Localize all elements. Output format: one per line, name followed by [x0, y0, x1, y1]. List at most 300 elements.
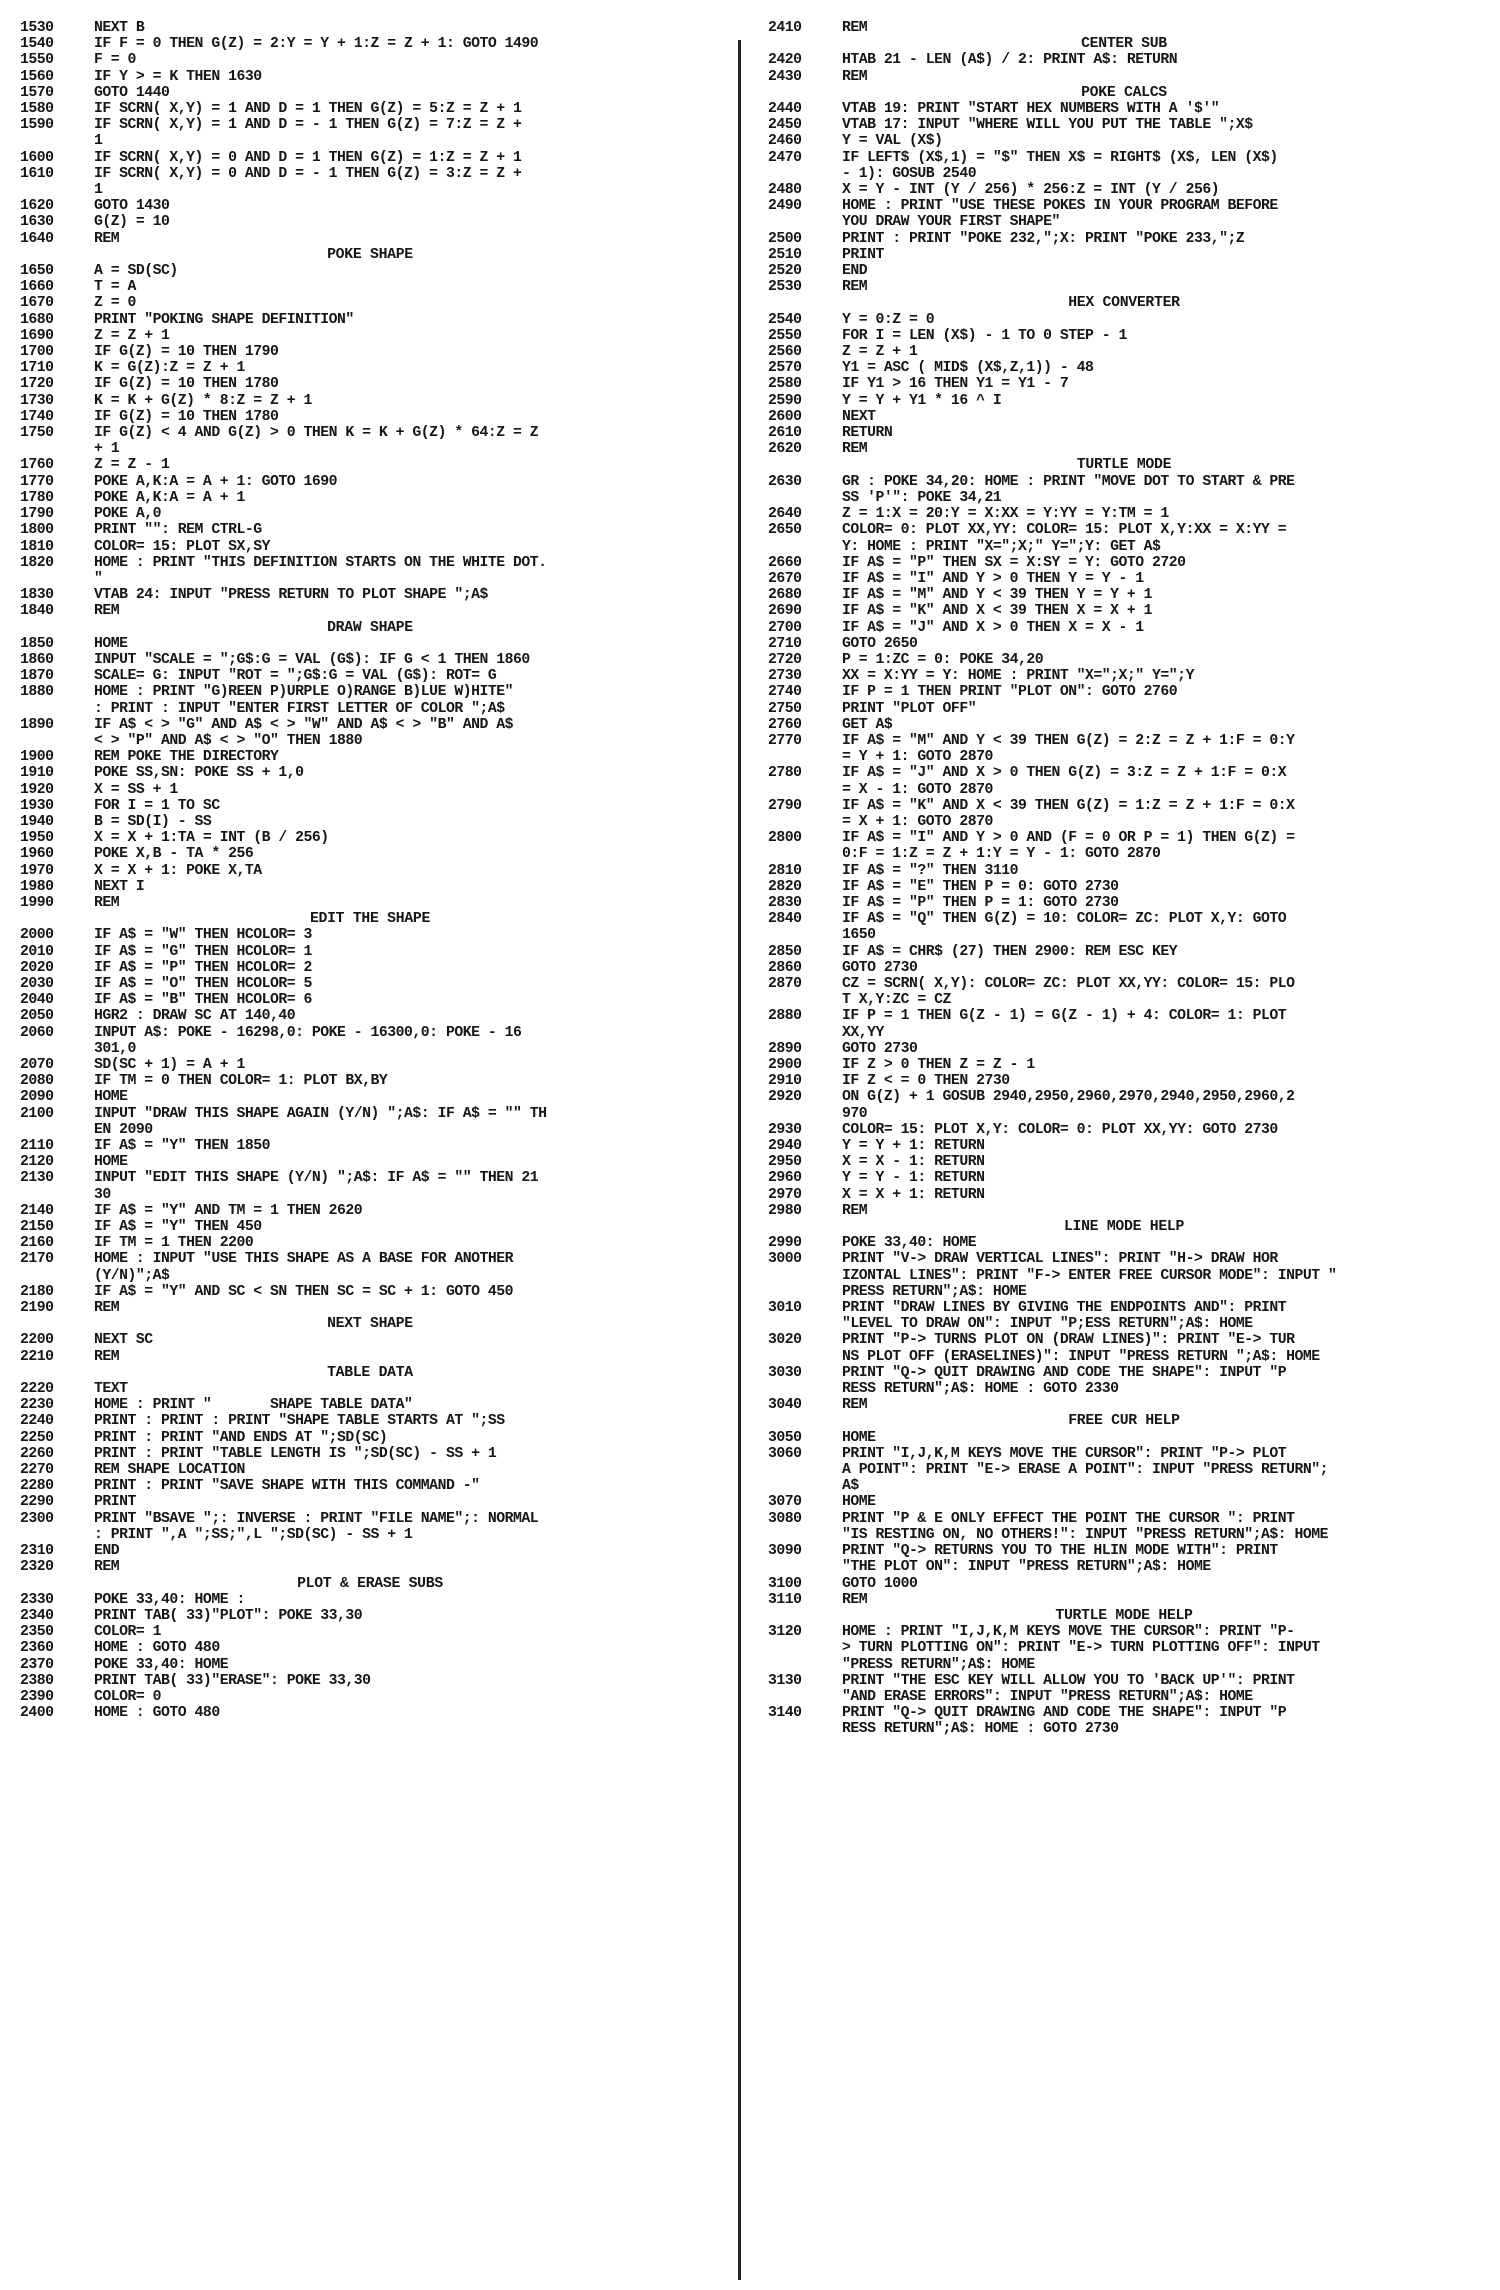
code-text: ": [94, 570, 103, 587]
section-heading: HEX CONVERTER: [1068, 295, 1180, 312]
code-line: [20, 1284, 720, 1300]
code-text: CZ = SCRN( X,Y): COLOR= ZC: PLOT XX,YY: COLOR= 15: PLO: [842, 975, 1295, 992]
line-number: 2630: [768, 473, 802, 490]
line-number: 2860: [768, 959, 802, 976]
line-number: 3140: [768, 1705, 802, 1722]
line-number: 2800: [768, 830, 802, 847]
code-text: IF A$ = CHR$ (27) THEN 2900: REM ESC KEY: [842, 943, 1178, 960]
code-text: RESS RETURN";A$: HOME : GOTO 2730: [842, 1721, 1119, 1738]
code-line: [20, 798, 720, 814]
line-number: 1750: [20, 425, 54, 442]
code-line: [20, 717, 720, 733]
code-text: IF A$ = "B" THEN HCOLOR= 6: [94, 992, 312, 1009]
code-text: IF A$ = "K" AND X < 39 THEN G(Z) = 1:Z = Z + 1:F = 0:X: [842, 797, 1295, 814]
code-line-continuation: [768, 1527, 1480, 1543]
code-line: [768, 620, 1480, 636]
line-number: 3010: [768, 1300, 802, 1317]
code-text: 1650: [842, 927, 876, 944]
code-text: REM: [94, 230, 120, 247]
line-number: 2580: [768, 376, 802, 393]
code-line: [768, 717, 1480, 733]
line-number: 2660: [768, 554, 802, 571]
line-number: 2770: [768, 732, 802, 749]
line-number: 2870: [768, 975, 802, 992]
line-number: 2900: [768, 1057, 802, 1073]
code-text: PRINT "BSAVE ";: INVERSE : PRINT "FILE NAME";: NORMAL: [94, 1510, 539, 1527]
code-line: [768, 798, 1480, 814]
code-line: [20, 992, 720, 1008]
code-text: Y = Y + 1: RETURN: [842, 1138, 985, 1155]
line-number: 2410: [768, 20, 802, 36]
line-number: 2600: [768, 408, 802, 425]
code-text: X = X - 1: RETURN: [842, 1154, 985, 1171]
code-text: REM: [842, 68, 868, 85]
code-text: IF A$ = "J" AND X > 0 THEN X = X - 1: [842, 619, 1144, 636]
code-text: HOME : PRINT "I,J,K,M KEYS MOVE THE CURSOR": PRINT "P-: [842, 1624, 1295, 1641]
code-text: PRINT "": REM CTRL-G: [94, 522, 262, 539]
code-text: A$: [842, 1478, 859, 1495]
code-text: IF A$ = "E" THEN P = 0: GOTO 2730: [842, 878, 1119, 895]
code-line: [768, 652, 1480, 668]
line-number: 1550: [20, 52, 54, 69]
code-line: [20, 603, 720, 619]
code-line: [20, 263, 720, 279]
code-line: [20, 1397, 720, 1413]
line-number: 2680: [768, 587, 802, 604]
code-text: HOME: [94, 635, 128, 652]
code-line: [768, 879, 1480, 895]
code-line: [20, 555, 720, 571]
code-line: [20, 1511, 720, 1527]
line-number: 3060: [768, 1445, 802, 1462]
code-line: [768, 571, 1480, 587]
code-line: [20, 1413, 720, 1429]
code-text: GOTO 1000: [842, 1575, 918, 1592]
line-number: 1830: [20, 587, 54, 604]
line-number: 2340: [20, 1607, 54, 1624]
code-text: A = SD(SC): [94, 263, 178, 280]
code-text: IF A$ = "W" THEN HCOLOR= 3: [94, 927, 312, 944]
code-text: IF G(Z) = 10 THEN 1790: [94, 344, 279, 361]
code-line: [20, 490, 720, 506]
code-line: [768, 1494, 1480, 1510]
line-number: 1740: [20, 408, 54, 425]
code-line: [768, 393, 1480, 409]
line-number: 2370: [20, 1656, 54, 1673]
code-line-continuation: [20, 1122, 720, 1138]
code-text: PRINT : PRINT "SAVE SHAPE WITH THIS COMMAND -": [94, 1478, 480, 1495]
code-text: Y = 0:Z = 0: [842, 311, 935, 328]
code-line: [20, 425, 720, 441]
code-text: POKE SS,SN: POKE SS + 1,0: [94, 765, 304, 782]
code-line: [20, 587, 720, 603]
code-line: [768, 376, 1480, 392]
code-line: [20, 1170, 720, 1186]
code-text: TEXT: [94, 1381, 128, 1398]
code-text: F = 0: [94, 52, 136, 69]
line-number: 2510: [768, 246, 802, 263]
line-number: 2010: [20, 943, 54, 960]
code-text: REM: [94, 603, 120, 620]
code-text: IF SCRN( X,Y) = 0 AND D = - 1 THEN G(Z) = 3:Z = Z +: [94, 165, 522, 182]
line-number: 1900: [20, 749, 54, 766]
code-text: INPUT "SCALE = ";G$:G = VAL (G$): IF G < 1 THEN 1860: [94, 651, 530, 668]
code-line: [768, 863, 1480, 879]
code-text: IF A$ = "P" THEN HCOLOR= 2: [94, 959, 312, 976]
code-line: [20, 1559, 720, 1575]
line-number: 1850: [20, 635, 54, 652]
line-number: 1620: [20, 198, 54, 215]
code-text: HOME: [842, 1494, 876, 1511]
code-line: [20, 1462, 720, 1478]
line-number: 1800: [20, 522, 54, 539]
code-text: RETURN: [842, 425, 893, 442]
code-line: [768, 668, 1480, 684]
code-text: GOTO 2730: [842, 1040, 918, 1057]
line-number: 1680: [20, 311, 54, 328]
line-number: 1810: [20, 538, 54, 555]
section-heading: DRAW SHAPE: [327, 619, 413, 636]
code-line-continuation: [768, 214, 1480, 230]
code-line-continuation: [20, 1527, 720, 1543]
code-text: (Y/N)";A$: [94, 1267, 170, 1284]
code-text: PRINT "PLOT OFF": [842, 700, 977, 717]
code-line: [768, 441, 1480, 457]
code-text: REM: [94, 1348, 120, 1365]
code-line: [20, 1008, 720, 1024]
line-number: 1790: [20, 506, 54, 523]
code-text: HGR2 : DRAW SC AT 140,40: [94, 1008, 296, 1025]
code-line: [768, 231, 1480, 247]
line-number: 2850: [768, 943, 802, 960]
code-line: [768, 1235, 1480, 1251]
code-text: Y = Y - 1: RETURN: [842, 1170, 985, 1187]
code-line: [20, 944, 720, 960]
code-text: IF G(Z) = 10 THEN 1780: [94, 408, 279, 425]
code-line: [20, 1235, 720, 1251]
code-line-continuation: [20, 1187, 720, 1203]
code-line: [20, 879, 720, 895]
code-text: "IS RESTING ON, NO OTHERS!": INPUT "PRESS RETURN";A$: HOME: [842, 1526, 1329, 1543]
code-text: GOTO 1440: [94, 84, 170, 101]
code-line: [20, 1025, 720, 1041]
line-number: 2790: [768, 797, 802, 814]
code-text: IF G(Z) < 4 AND G(Z) > 0 THEN K = K + G(Z) * 64:Z = Z: [94, 425, 539, 442]
line-number: 2400: [20, 1705, 54, 1722]
line-number: 2690: [768, 603, 802, 620]
code-text: X = X + 1: RETURN: [842, 1186, 985, 1203]
code-text: PRINT "THE ESC KEY WILL ALLOW YOU TO 'BACK UP'": PRINT: [842, 1672, 1295, 1689]
code-line: [768, 20, 1480, 36]
code-text: PRINT "V-> DRAW VERTICAL LINES": PRINT "H-> DRAW HOR: [842, 1251, 1278, 1268]
line-number: 2640: [768, 506, 802, 523]
line-number: 1540: [20, 36, 54, 53]
code-text: "PRESS RETURN";A$: HOME: [842, 1656, 1035, 1673]
code-line: [768, 1041, 1480, 1057]
code-line: [20, 279, 720, 295]
line-number: 2760: [768, 716, 802, 733]
line-number: 1560: [20, 68, 54, 85]
code-text: HOME : GOTO 480: [94, 1640, 220, 1657]
line-number: 2960: [768, 1170, 802, 1187]
code-line: [768, 1251, 1480, 1267]
code-text: IF TM = 1 THEN 2200: [94, 1235, 254, 1252]
code-line: [20, 1381, 720, 1397]
code-line-continuation: [20, 1041, 720, 1057]
code-text: VTAB 19: PRINT "START HEX NUMBERS WITH A '$'": [842, 101, 1220, 118]
line-number: 2350: [20, 1624, 54, 1641]
code-line: [768, 1511, 1480, 1527]
code-line: [768, 409, 1480, 425]
code-text: "AND ERASE ERRORS": INPUT "PRESS RETURN";A$: HOME: [842, 1688, 1253, 1705]
code-line: [768, 150, 1480, 166]
code-text: IF SCRN( X,Y) = 1 AND D = - 1 THEN G(Z) = 7:Z = Z +: [94, 117, 522, 134]
column-divider: [738, 40, 741, 2280]
code-line: [20, 69, 720, 85]
code-line-continuation: [768, 927, 1480, 943]
code-text: : PRINT : INPUT "ENTER FIRST LETTER OF COLOR ";A$: [94, 700, 505, 717]
line-number: 1610: [20, 165, 54, 182]
line-number: 2250: [20, 1429, 54, 1446]
line-number: 2500: [768, 230, 802, 247]
code-line: [20, 636, 720, 652]
line-number: 1930: [20, 797, 54, 814]
line-number: 3020: [768, 1332, 802, 1349]
line-number: 1920: [20, 781, 54, 798]
section-heading: POKE SHAPE: [327, 246, 413, 263]
code-text: IF TM = 0 THEN COLOR= 1: PLOT BX,BY: [94, 1073, 388, 1090]
code-line: [20, 457, 720, 473]
section-heading: EDIT THE SHAPE: [309, 911, 431, 928]
code-line: [20, 506, 720, 522]
code-line: [20, 1640, 720, 1656]
code-text: IF SCRN( X,Y) = 1 AND D = 1 THEN G(Z) = 5:Z = Z + 1: [94, 101, 522, 118]
code-line-continuation: [768, 1268, 1480, 1284]
line-number: 1600: [20, 149, 54, 166]
code-text: POKE A,K:A = A + 1: GOTO 1690: [94, 473, 338, 490]
code-line-continuation: [20, 571, 720, 587]
code-line-continuation: [768, 992, 1480, 1008]
code-line: [768, 1154, 1480, 1170]
line-number: 2720: [768, 651, 802, 668]
code-text: HOME : PRINT "USE THESE POKES IN YOUR PROGRAM BEFORE: [842, 198, 1278, 215]
line-number: 2840: [768, 911, 802, 928]
code-text: NS PLOT OFF (ERASELINES)": INPUT "PRESS RETURN ";A$: HOME: [842, 1348, 1320, 1365]
code-text: PRINT : PRINT "TABLE LENGTH IS ";SD(SC) - SS + 1: [94, 1445, 497, 1462]
code-line: [20, 52, 720, 68]
code-text: PRINT : PRINT : PRINT "SHAPE TABLE STARTS AT ";SS: [94, 1413, 505, 1430]
code-line-continuation: [768, 1284, 1480, 1300]
code-line: [20, 814, 720, 830]
code-line-continuation: [768, 782, 1480, 798]
code-line: [768, 1073, 1480, 1089]
code-text: K = K + G(Z) * 8:Z = Z + 1: [94, 392, 312, 409]
code-text: REM: [842, 279, 868, 296]
code-line: [20, 117, 720, 133]
code-line: [768, 279, 1480, 295]
code-text: COLOR= 1: [94, 1624, 162, 1641]
code-text: NEXT B: [94, 20, 145, 36]
line-number: 2230: [20, 1397, 54, 1414]
code-text: PRINT "Q-> QUIT DRAWING AND CODE THE SHAPE": INPUT "P: [842, 1705, 1287, 1722]
code-text: REM: [94, 894, 120, 911]
code-text: SD(SC + 1) = A + 1: [94, 1057, 245, 1073]
code-text: IF A$ = "Y" THEN 450: [94, 1219, 262, 1236]
code-text: POKE X,B - TA * 256: [94, 846, 254, 863]
code-text: GR : POKE 34,20: HOME : PRINT "MOVE DOT TO START & PRE: [842, 473, 1295, 490]
line-number: 2560: [768, 344, 802, 361]
line-number: 2200: [20, 1332, 54, 1349]
code-line-continuation: [768, 1721, 1480, 1737]
code-line: [768, 133, 1480, 149]
code-text: POKE 33,40: HOME: [842, 1235, 977, 1252]
code-line: [768, 182, 1480, 198]
code-text: PRINT TAB( 33)"PLOT": POKE 33,30: [94, 1607, 363, 1624]
line-number: 2150: [20, 1219, 54, 1236]
code-text: Z = Z - 1: [94, 457, 170, 474]
code-line: [768, 247, 1480, 263]
code-line-continuation: [20, 182, 720, 198]
line-number: 2930: [768, 1121, 802, 1138]
code-line: [768, 1332, 1480, 1348]
code-line-continuation: [768, 1559, 1480, 1575]
line-number: 2290: [20, 1494, 54, 1511]
code-text: COLOR= 0: PLOT XX,YY: COLOR= 15: PLOT X,Y:XX = X:YY =: [842, 522, 1287, 539]
line-number: 2470: [768, 149, 802, 166]
code-text: = X + 1: GOTO 2870: [842, 813, 993, 830]
code-line: [20, 749, 720, 765]
code-line: [20, 1478, 720, 1494]
code-line: [768, 1138, 1480, 1154]
code-text: 30: [94, 1186, 111, 1203]
code-text: INPUT A$: POKE - 16298,0: POKE - 16300,0: POKE - 16: [94, 1024, 522, 1041]
code-line-continuation: [768, 1478, 1480, 1494]
line-number: 2730: [768, 668, 802, 685]
line-number: 1710: [20, 360, 54, 377]
line-number: 3130: [768, 1672, 802, 1689]
line-number: 2380: [20, 1672, 54, 1689]
line-number: 2060: [20, 1024, 54, 1041]
code-line: [768, 1576, 1480, 1592]
line-number: 1840: [20, 603, 54, 620]
code-line: [20, 1106, 720, 1122]
code-text: POKE A,0: [94, 506, 162, 523]
line-number: 3070: [768, 1494, 802, 1511]
listing-column-right: [768, 20, 1480, 1738]
code-text: REM: [842, 1202, 868, 1219]
code-line: [768, 701, 1480, 717]
line-number: 3090: [768, 1543, 802, 1560]
code-text: PRINT "I,J,K,M KEYS MOVE THE CURSOR": PRINT "P-> PLOT: [842, 1445, 1287, 1462]
code-line: [20, 830, 720, 846]
code-line: [768, 587, 1480, 603]
line-number: 3040: [768, 1397, 802, 1414]
line-number: 1890: [20, 716, 54, 733]
code-line: [20, 1543, 720, 1559]
code-line: [20, 474, 720, 490]
section-heading: TURTLE MODE HELP: [1055, 1607, 1193, 1624]
code-text: B = SD(I) - SS: [94, 813, 212, 830]
code-text: IF Z < = 0 THEN 2730: [842, 1073, 1010, 1090]
section-heading: POKE CALCS: [1081, 84, 1167, 101]
code-line: [768, 1170, 1480, 1186]
line-number: 2610: [768, 425, 802, 442]
code-text: IF P = 1 THEN PRINT "PLOT ON": GOTO 2760: [842, 684, 1178, 701]
section-heading: TABLE DATA: [327, 1364, 413, 1381]
code-text: NEXT: [842, 408, 876, 425]
line-number: 1580: [20, 101, 54, 118]
code-line: [20, 1203, 720, 1219]
code-text: HTAB 21 - LEN (A$) / 2: PRINT A$: RETURN: [842, 52, 1178, 69]
code-line: [20, 344, 720, 360]
code-text: HOME : PRINT "THIS DEFINITION STARTS ON THE WHITE DOT.: [94, 554, 547, 571]
code-text: IF A$ = "G" THEN HCOLOR= 1: [94, 943, 312, 960]
line-number: 2440: [768, 101, 802, 118]
code-line-continuation: [20, 133, 720, 149]
code-line: [768, 263, 1480, 279]
code-line: [20, 20, 720, 36]
code-line: [768, 474, 1480, 490]
code-text: Y = Y + Y1 * 16 ^ I: [842, 392, 1002, 409]
line-number: 1870: [20, 668, 54, 685]
line-number: 2330: [20, 1591, 54, 1608]
line-number: 1640: [20, 230, 54, 247]
code-line-continuation: [768, 1316, 1480, 1332]
code-text: X = X + 1: POKE X,TA: [94, 862, 262, 879]
code-text: Y: HOME : PRINT "X=";X;" Y=";Y: GET A$: [842, 538, 1161, 555]
code-line: [20, 1138, 720, 1154]
line-number: 2180: [20, 1283, 54, 1300]
code-text: IF A$ = "I" AND Y > 0 THEN Y = Y - 1: [842, 570, 1144, 587]
line-number: 2550: [768, 327, 802, 344]
code-line: [20, 1705, 720, 1721]
code-text: IF A$ = "K" AND X < 39 THEN X = X + 1: [842, 603, 1153, 620]
line-number: 1990: [20, 894, 54, 911]
line-number: 2190: [20, 1300, 54, 1317]
code-line: [768, 1624, 1480, 1640]
line-number: 2590: [768, 392, 802, 409]
code-text: Z = 0: [94, 295, 136, 312]
line-number: 1730: [20, 392, 54, 409]
code-text: X = X + 1:TA = INT (B / 256): [94, 830, 329, 847]
code-line: [20, 1657, 720, 1673]
code-line: [20, 652, 720, 668]
code-line: [768, 360, 1480, 376]
section-heading: NEXT SHAPE: [327, 1316, 413, 1333]
code-text: NEXT SC: [94, 1332, 153, 1349]
code-text: IF A$ = "O" THEN HCOLOR= 5: [94, 975, 312, 992]
code-line: [768, 555, 1480, 571]
code-line: [20, 360, 720, 376]
code-line: [20, 393, 720, 409]
code-text: INPUT "DRAW THIS SHAPE AGAIN (Y/N) ";A$: IF A$ = "" TH: [94, 1105, 547, 1122]
code-text: X = Y - INT (Y / 256) * 256:Z = INT (Y / 256): [842, 182, 1220, 199]
code-line-continuation: [768, 1381, 1480, 1397]
code-line: [20, 1608, 720, 1624]
code-line-continuation: [768, 814, 1480, 830]
code-text: XX,YY: [842, 1024, 884, 1041]
code-text: REM: [842, 441, 868, 458]
line-number: 2030: [20, 975, 54, 992]
code-text: PRINT "P & E ONLY EFFECT THE POINT THE CURSOR ": PRINT: [842, 1510, 1295, 1527]
code-line: [768, 522, 1480, 538]
code-line: [20, 1430, 720, 1446]
code-line: [20, 150, 720, 166]
line-number: 1820: [20, 554, 54, 571]
code-text: IF F = 0 THEN G(Z) = 2:Y = Y + 1:Z = Z + 1: GOTO 1490: [94, 36, 539, 53]
code-text: VTAB 24: INPUT "PRESS RETURN TO PLOT SHAPE ";A$: [94, 587, 488, 604]
code-line-continuation: [768, 1025, 1480, 1041]
